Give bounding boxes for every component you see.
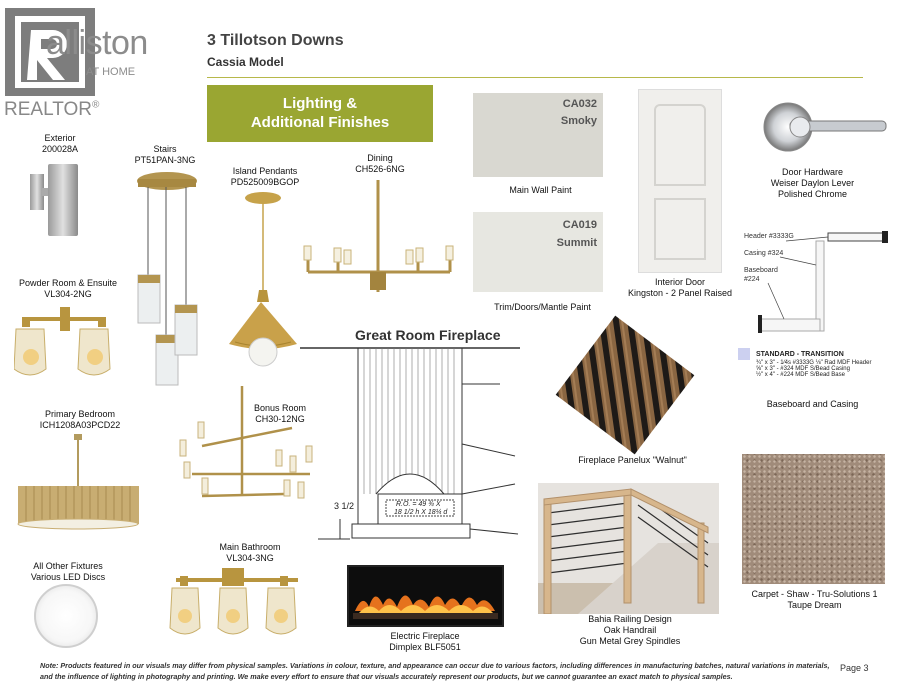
baseboard-diagram: Header #3333G Casing #324 Baseboard #224 — [738, 225, 893, 340]
exterior-sconce-image — [28, 160, 88, 240]
carpet-caption: Carpet - Shaw - Tru-Solutions 1 Taupe Dream — [751, 589, 878, 610]
railing-photo — [538, 483, 719, 614]
main-wall-paint-caption: Main Wall Paint — [509, 185, 572, 195]
interior-door-caption: Interior Door Kingston - 2 Panel Raised — [627, 277, 733, 298]
trim-paint-swatch: CA019 Summit — [473, 212, 603, 292]
baseboard-spec: STANDARD - TRANSITION ¾" x 3" - 1⁄4s #3333G ⅛" Rad MDF Header ⅝" x 3" - #324 MDF S/Bead Casing ½" x 4" - #224 MDF S/Bead Base — [738, 348, 898, 378]
carpet-swatch — [742, 454, 885, 584]
bathroom-vanity-image — [166, 566, 304, 644]
realtor-text: REALTOR® — [4, 99, 100, 120]
section-banner: Lighting & Additional Finishes — [207, 85, 433, 142]
electric-fireplace-image — [347, 565, 504, 627]
spec-color-chip — [738, 348, 750, 360]
fireplace-drawing-title: Great Room Fireplace — [355, 327, 501, 343]
led-disc-image — [34, 584, 98, 648]
page-number: Page 3 — [840, 663, 869, 673]
bonus-chandelier-image — [172, 386, 320, 526]
primary-caption: Primary Bedroom ICH1208A03PCD22 — [39, 409, 121, 430]
page-title: 3 Tillotson Downs — [207, 32, 344, 49]
disclaimer-note: Note: Products featured in our visuals may differ from physical samples. Variations in colour, texture, and appearance can occur due to various factors, including differences in manufacturing batches, natural variations in materials, and the influence of lighting in photography and printing. We make every effort to ensure that our visuals accurately represent our products, but we cannot guarantee an exact match to physical samples. — [40, 661, 830, 681]
panelux-caption: Fireplace Panelux "Walnut" — [578, 455, 687, 465]
stairs-caption: Stairs PT51PAN-3NG — [134, 144, 196, 165]
brand-logo — [0, 0, 185, 125]
interior-door-image — [638, 89, 722, 273]
dining-chandelier-image — [298, 180, 460, 295]
dining-caption: Dining CH526-6NG — [355, 153, 405, 174]
fireplace-elevation-drawing: R.O. = 49 ¾ X 18 1/2 h X 18¼ d 3 1/2 — [300, 344, 525, 549]
bathroom-caption: Main Bathroom VL304-3NG — [219, 542, 281, 563]
other-fixtures-caption: All Other Fixtures Various LED Discs — [30, 561, 106, 582]
trim-paint-caption: Trim/Doors/Mantle Paint — [494, 302, 591, 312]
exterior-caption: Exterior 200028A — [41, 133, 79, 154]
electric-fireplace-caption: Electric Fireplace Dimplex BLF5051 — [389, 631, 461, 652]
logo-sub: AT HOME — [86, 66, 136, 78]
primary-drum-image — [16, 434, 141, 530]
logo-word: alliston — [46, 24, 148, 62]
panelux-image — [555, 315, 695, 455]
bonus-caption: Bonus Room CH30-12NG — [253, 403, 307, 424]
model-name: Cassia Model — [207, 55, 284, 69]
island-pendant-image — [225, 190, 300, 370]
baseboard-caption: Baseboard and Casing — [766, 399, 859, 409]
main-wall-paint-swatch: CA032 Smoky — [473, 93, 603, 177]
powder-caption: Powder Room & Ensuite VL304-2NG — [18, 278, 118, 299]
island-caption: Island Pendants PD525009BGOP — [230, 166, 300, 187]
powder-vanity-image — [14, 305, 114, 385]
railing-caption: Bahia Railing Design Oak Handrail Gun Metal Grey Spindles — [579, 614, 681, 646]
door-lever-image — [760, 95, 890, 160]
header-rule — [207, 77, 863, 78]
door-hardware-caption: Door Hardware Weiser Daylon Lever Polished Chrome — [770, 167, 855, 199]
stairs-pendant-image — [130, 165, 205, 390]
